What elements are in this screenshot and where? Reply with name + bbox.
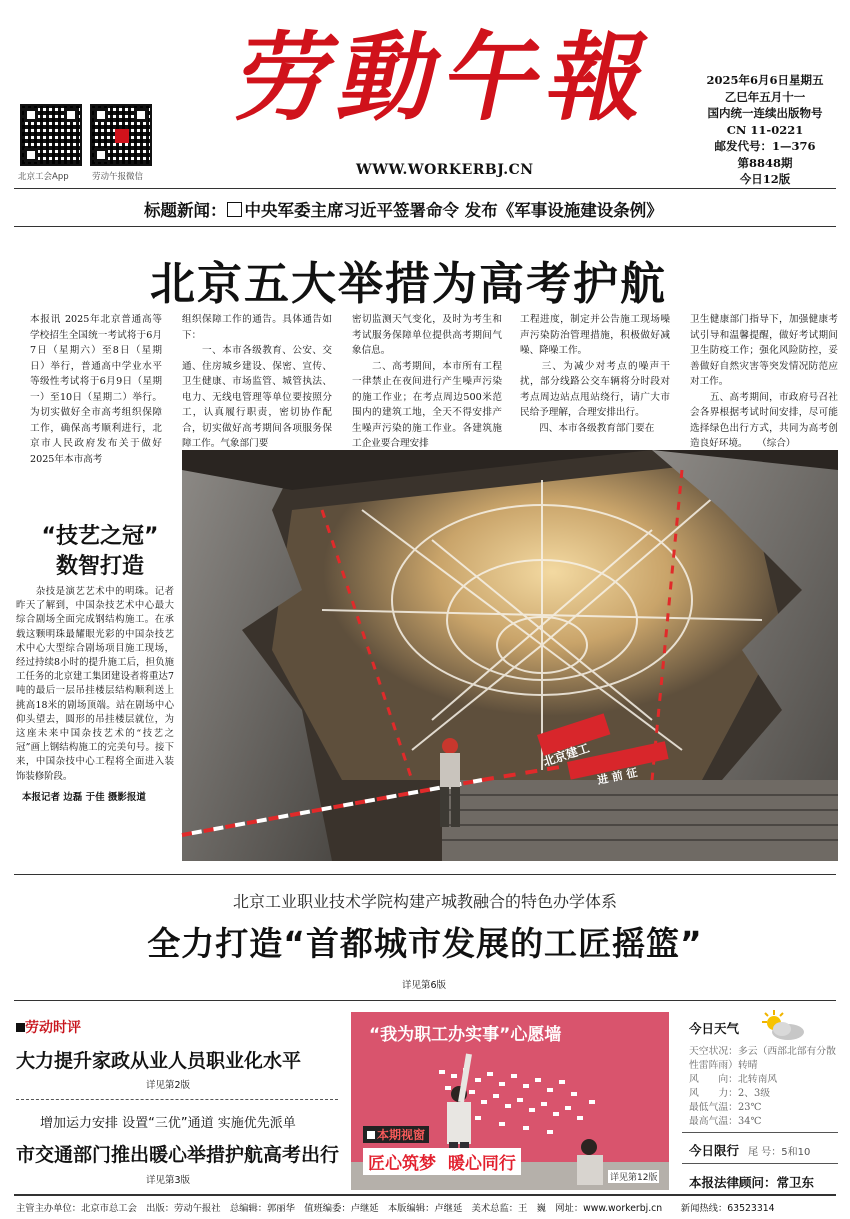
issue-cn: CN 11-0221 — [726, 122, 804, 137]
construction-photo[interactable] — [182, 450, 838, 861]
weather-wind-force: 风 力：2、3级 — [689, 1088, 771, 1099]
lead-column-1: 本报讯 2025年北京普通高等学校招生全国统一考试将于6月7日（星期六）至8日（星期日）举行，普通高中学业水平等级性考试将于6月9日（星期一）至10日（星期二）举行。为切实做好全市高考组织保障工作，确保高考顺利进行，北京市人民政府发布关于做好2025年本市高考 — [30, 314, 162, 465]
traffic-restriction — [689, 1140, 810, 1159]
construction-photo-illustration — [182, 450, 838, 861]
qr-code-app[interactable] — [20, 104, 82, 166]
window-tag — [363, 1126, 429, 1143]
lead-column-3: 密切监测天气变化，及时为考生和考试服务保障单位提供高考期间气象信息。 二、高考期间，本市所有工程一律禁止在夜间进行产生噪声污染的施工作业；在考点周边500米范围内的建筑工地，全天不得安排产生噪声污染的施工作业。各建筑施工企业要合理安排 — [352, 314, 502, 449]
issue-date: 2025年6月6日星期五 — [706, 73, 824, 87]
photo-headline-line-1: “技艺之冠” — [41, 524, 159, 549]
feature-kicker: 北京工业职业技术学院构建产城教融合的特色办学体系 — [232, 892, 617, 911]
feature-headline[interactable]: 全力打造“首都城市发展的工匠摇篮” — [147, 924, 703, 963]
legal-advisor: 本报法律顾问：常卫东 — [689, 1175, 815, 1190]
window-tag-marker — [367, 1131, 375, 1139]
issue-number: 第8848期 — [737, 155, 793, 170]
photo-story-headline[interactable] — [30, 522, 170, 582]
weather-sky: 天空状况：多云（西部北部有分散性雷阵雨）转晴 — [689, 1046, 836, 1071]
weather-partly-cloudy-icon — [758, 1008, 808, 1042]
photo-story-body: 杂技是演艺艺术中的明珠。记者昨天了解到，中国杂技艺术中心最大综合剧场全面完成钢结构施工。在承载这颗明珠最耀眼光彩的中国杂技艺术中心大型综合剧场项目施工现场，经过持续8小时的提升施工后，担负施工任务的北京建工集团建设者将重达7吨的最后一层吊挂楼层结构顺利送上挑高18米的剧场顶端。站在剧场中心仰头望去，圆形的吊挂楼层就位，为这座未来中国杂技艺术的“技艺之冠”画上钢结构施工的完美句号。接下来，中国杂技中心工程将全面进入装饰装修阶段。 — [16, 586, 174, 782]
footer-imprint: 主管主办单位：北京市总工会 出版：劳动午报社 总编辑：郭丽华 值班编委：卢继延 本版编辑：卢继延 美术总监：王 巍 网址：www.workerbj.cn 新闻热线：63523314 — [16, 1203, 775, 1214]
photo-sign-2: 进 前 征 — [596, 765, 639, 788]
photo-headline-line-2: 数智打造 — [55, 554, 144, 579]
window-headline[interactable]: 匠心筑梦 暖心同行 — [363, 1148, 521, 1175]
commentary-tag — [16, 1017, 81, 1037]
issue-serial-label: 国内统一连续出版物号 — [707, 106, 823, 120]
lead-headline[interactable]: 北京五大举措为高考护航 — [150, 257, 668, 310]
traffic-title: 今日限行 — [689, 1143, 740, 1158]
qr-caption-wechat: 劳动午报微信 — [92, 172, 144, 182]
wish-wall-text: “我为职工办实事”心愿墙 — [369, 1025, 562, 1045]
issue-post-code: 邮发代号：1—376 — [714, 139, 816, 153]
window-tag-label: 本期视窗 — [377, 1128, 426, 1142]
lead-column-2: 组织保障工作的通告。具体通告如下： 一、本市各级教育、公安、交通、住房城乡建设、保密、宣传、卫生健康、市场监管、城管执法、电力、无线电管理等单位要按照分工，认真履行职责，密切协作配合，切实做好高考期间各项服务保障工作。气象部门要 — [182, 314, 332, 449]
masthead-website[interactable]: WWW.WORKERBJ.CN — [356, 162, 534, 178]
traffic-value: 尾 号：5和10 — [748, 1147, 811, 1158]
commentary-headline[interactable]: 大力提升家政从业人员职业化水平 — [16, 1050, 302, 1072]
traffic-divider — [682, 1163, 838, 1164]
weather-divider — [682, 1132, 838, 1133]
qr-code-wechat[interactable] — [90, 104, 152, 166]
photo-story-credit: 本报记者 边磊 于佳 摄影报道 — [22, 792, 146, 803]
photo-sign-1: 北京建工 — [541, 740, 592, 770]
transport-kicker: 增加运力安排 设置“三优”通道 实施优先派单 — [40, 1116, 296, 1131]
banner-box-icon — [227, 202, 242, 217]
lead-column-4: 工程进度，制定并公告施工现场噪声污染防治管理措施，积极做好减噪、降噪工作。 三、为减少对考点的噪声干扰，部分线路公交车辆将分时段对考点周边站点甩站绕行，请广大市民给予理解，合理安排出行。 四、本市各级教育部门要在 — [520, 314, 670, 434]
window-see-page[interactable]: 详见第12版 — [608, 1170, 659, 1183]
banner-label: 标题新闻： — [144, 201, 227, 220]
weather-high-temp: 最高气温：34℃ — [689, 1116, 762, 1127]
weather-title: 今日天气 — [689, 1021, 740, 1036]
feature-see-page[interactable]: 详见第6版 — [402, 980, 447, 991]
issue-info — [690, 72, 840, 188]
masthead-logo: 劳動午報 — [226, 21, 667, 134]
issue-lunar: 乙巳年五月十一 — [724, 89, 806, 104]
transport-see-page[interactable]: 详见第3版 — [146, 1175, 191, 1186]
commentary-tag-marker — [16, 1023, 25, 1032]
weather-rows — [689, 1045, 839, 1129]
transport-headline[interactable]: 市交通部门推出暖心举措护航高考出行 — [16, 1144, 340, 1166]
qr-caption-app: 北京工会App — [18, 172, 69, 182]
issue-pages: 今日12版 — [739, 172, 791, 186]
window-photo[interactable] — [351, 1012, 669, 1190]
weather-wind-direction: 风 向：北转南风 — [689, 1074, 778, 1085]
banner-news[interactable] — [144, 197, 663, 221]
banner-text: 中央军委主席习近平签署命令 发布《军事设施建设条例》 — [244, 201, 663, 220]
commentary-see-page[interactable]: 详见第2版 — [146, 1080, 191, 1091]
lead-column-5: 卫生健康部门指导下，加强健康考试引导和温馨提醒，做好考试期间卫生防疫工作；强化风险防控，妥善做好自然灾害等突发情况防范应对工作。 五、高考期间，市政府号召社会各界根据考试时间安排，尽可能选择绿色出行方式，共同为高考创造良好环境。 （综合） — [690, 314, 838, 449]
weather-low-temp: 最低气温：23℃ — [689, 1102, 762, 1113]
commentary-tag-label: 劳动时评 — [25, 1020, 81, 1036]
commentary-divider — [16, 1099, 338, 1100]
